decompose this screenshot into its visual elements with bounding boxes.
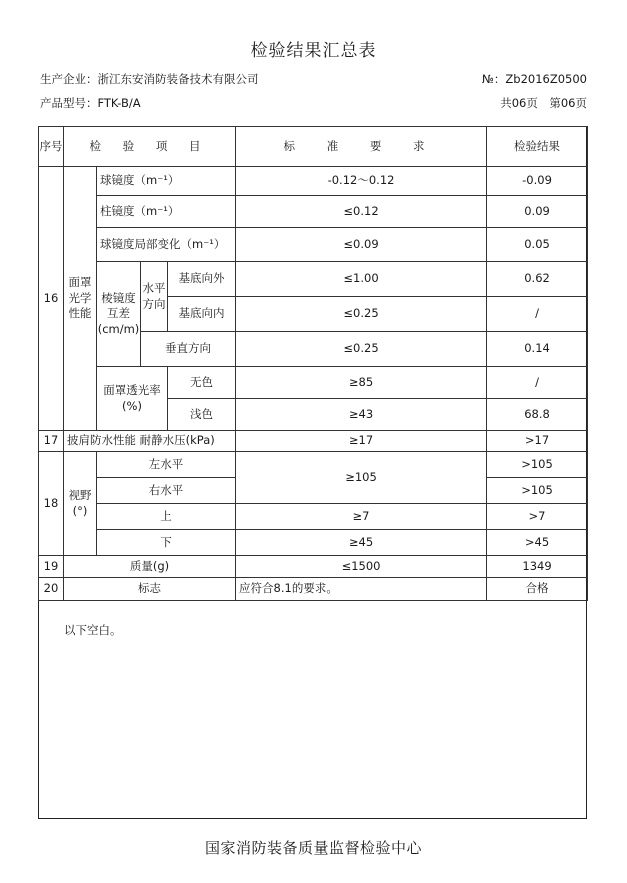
seq-cell: 18 [39, 452, 64, 556]
seq-cell: 16 [39, 167, 64, 431]
result-value: 0.05 [487, 228, 588, 262]
item-label: 下 [97, 530, 236, 556]
blank-note: 以下空白。 [64, 623, 122, 637]
report-number: №：Zb2016Z0500 [481, 72, 587, 86]
standard-value: ≤0.25 [236, 332, 487, 367]
item-label: 球镜度局部变化（m⁻¹） [97, 228, 236, 262]
table-row [39, 228, 588, 262]
item-label: 基底向内 [168, 297, 236, 332]
standard-value: -0.12～0.12 [236, 167, 487, 196]
standard-value: ≤0.25 [236, 297, 487, 332]
table-row [39, 431, 588, 452]
table-row [39, 367, 588, 399]
standard-value: ≥43 [236, 399, 487, 431]
header-result: 检验结果 [487, 127, 588, 167]
result-value: 1349 [487, 556, 588, 578]
table-row [39, 556, 588, 578]
table-header-row [39, 127, 588, 167]
page-count: 共06页 第06页 [500, 96, 587, 110]
item-label: 披肩防水性能 耐静水压(kPa) [64, 431, 236, 452]
item-label: 浅色 [168, 399, 236, 431]
header-standard: 标 准 要 求 [236, 127, 487, 167]
item-label: 标志 [64, 578, 236, 601]
table-row [39, 530, 588, 556]
horizontal-label: 水平方向 [141, 262, 168, 332]
result-value: 合格 [487, 578, 588, 601]
standard-value: ≥45 [236, 530, 487, 556]
item-label: 上 [97, 504, 236, 530]
result-value: 0.14 [487, 332, 588, 367]
manufacturer: 生产企业：浙江东安消防装备技术有限公司 [40, 72, 259, 86]
table-row [39, 452, 588, 478]
table-row [39, 167, 588, 196]
standard-value: ≥17 [236, 431, 487, 452]
standard-value: ≥85 [236, 367, 487, 399]
group-label: 面罩光学性能 [64, 167, 97, 431]
result-value: 0.62 [487, 262, 588, 297]
product-model: 产品型号：FTK-B/A [40, 96, 141, 110]
result-value: >45 [487, 530, 588, 556]
result-value: 68.8 [487, 399, 588, 431]
result-value: >17 [487, 431, 588, 452]
item-label: 无色 [168, 367, 236, 399]
standard-value: ≥7 [236, 504, 487, 530]
issuer-footer: 国家消防装备质量监督检验中心 [204, 839, 422, 857]
prism-label: 棱镜度互差(cm/m) [97, 262, 141, 367]
standard-value: 应符合8.1的要求。 [236, 578, 487, 601]
seq-cell: 20 [39, 578, 64, 601]
result-value: -0.09 [487, 167, 588, 196]
result-value: >105 [487, 478, 588, 504]
table-row [39, 504, 588, 530]
table-row [39, 196, 588, 228]
standard-value: ≤1.00 [236, 262, 487, 297]
standard-value: ≤0.09 [236, 228, 487, 262]
results-table [38, 126, 588, 601]
item-label: 右水平 [97, 478, 236, 504]
item-label: 垂直方向 [141, 332, 236, 367]
result-value: / [487, 367, 588, 399]
seq-cell: 19 [39, 556, 64, 578]
table-row [39, 578, 588, 601]
standard-value: ≤0.12 [236, 196, 487, 228]
result-value: >7 [487, 504, 588, 530]
table-row [39, 262, 588, 297]
item-label: 左水平 [97, 452, 236, 478]
result-value: 0.09 [487, 196, 588, 228]
header-seq: 序号 [39, 127, 64, 167]
transmittance-label: 面罩透光率(%) [97, 367, 168, 431]
item-label: 球镜度（m⁻¹） [97, 167, 236, 196]
item-label: 柱镜度（m⁻¹） [97, 196, 236, 228]
result-value: / [487, 297, 588, 332]
result-value: >105 [487, 452, 588, 478]
header-item: 检 验 项 目 [64, 127, 236, 167]
seq-cell: 17 [39, 431, 64, 452]
group-label: 视野(°) [64, 452, 97, 556]
item-label: 基底向外 [168, 262, 236, 297]
item-label: 质量(g) [64, 556, 236, 578]
standard-value: ≤1500 [236, 556, 487, 578]
standard-value: ≥105 [236, 452, 487, 504]
document-title: 检验结果汇总表 [250, 41, 377, 61]
